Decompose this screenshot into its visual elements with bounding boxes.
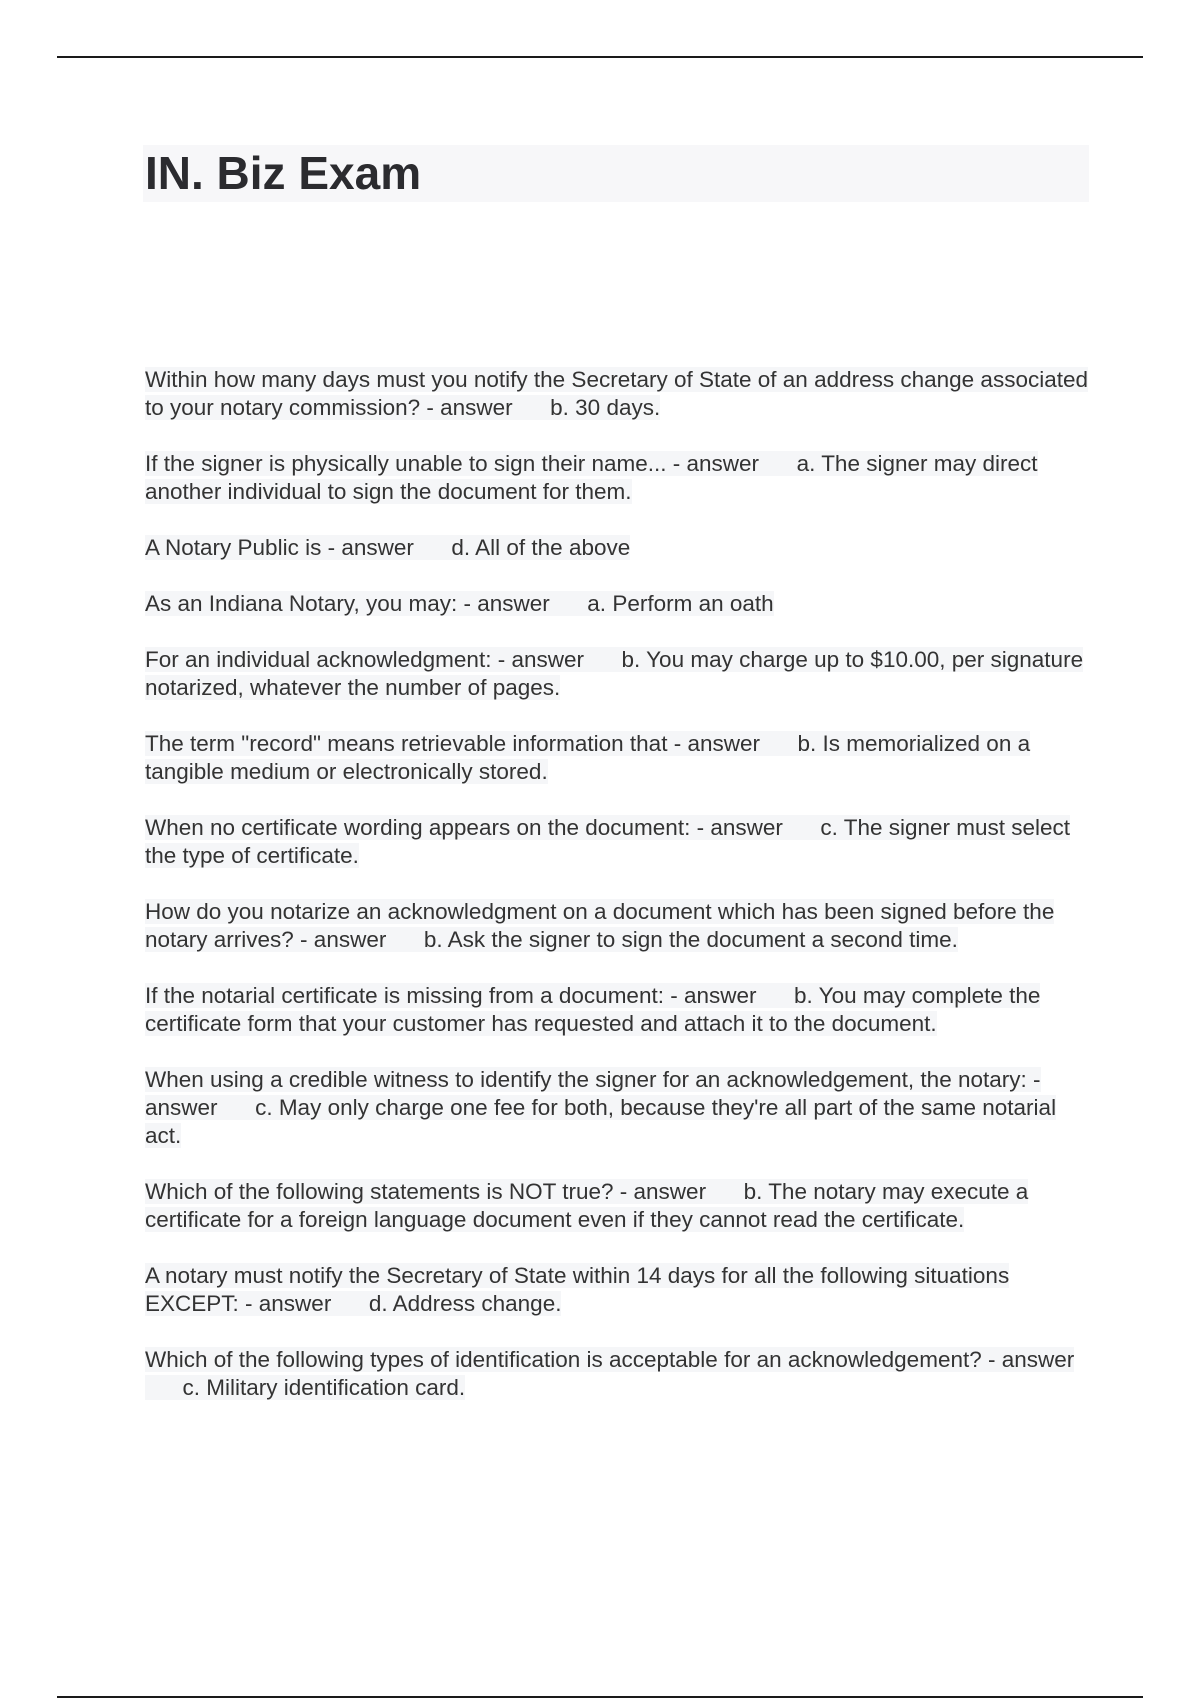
question-text: If the notarial certificate is missing from a document: - answer bbox=[145, 983, 757, 1008]
answer-text: b. You may complete the certificate form that your customer has requested and attach it to the document. bbox=[145, 983, 1041, 1036]
answer-text: d. All of the above bbox=[451, 535, 631, 560]
qa-item bbox=[145, 1066, 1095, 1150]
answer-text: b. 30 days. bbox=[550, 395, 661, 420]
answer-text: c. The signer must select the type of certificate. bbox=[145, 815, 1071, 868]
question-text: If the signer is physically unable to sign their name... - answer bbox=[145, 451, 760, 476]
qa-item bbox=[145, 590, 1095, 618]
question-text: Which of the following types of identification is acceptable for an acknowledgement? - answer bbox=[145, 1347, 1075, 1372]
document-title: IN. Biz Exam bbox=[145, 147, 422, 199]
qa-list bbox=[145, 366, 1095, 1430]
question-text: When no certificate wording appears on the document: - answer bbox=[145, 815, 783, 840]
qa-item bbox=[145, 1262, 1095, 1318]
question-text: As an Indiana Notary, you may: - answer bbox=[145, 591, 550, 616]
question-text: When using a credible witness to identify the signer for an acknowledgement, the notary: - answer bbox=[145, 1067, 1041, 1120]
top-rule bbox=[57, 56, 1143, 58]
question-text: Which of the following statements is NOT true? - answer bbox=[145, 1179, 707, 1204]
question-text: How do you notarize an acknowledgment on a document which has been signed before the notary arrives? - answer bbox=[145, 899, 1055, 952]
answer-text: a. Perform an oath bbox=[587, 591, 774, 616]
question-text: A Notary Public is - answer bbox=[145, 535, 414, 560]
question-text: A notary must notify the Secretary of State within 14 days for all the following situations EXCEPT: - answer bbox=[145, 1263, 1010, 1316]
qa-item bbox=[145, 898, 1095, 954]
qa-item bbox=[145, 646, 1095, 702]
qa-item bbox=[145, 534, 1095, 562]
answer-text: b. The notary may execute a certificate for a foreign language document even if they cannot read the certificate. bbox=[145, 1179, 1029, 1232]
answer-text: b. Is memorialized on a tangible medium or electronically stored. bbox=[145, 731, 1031, 784]
answer-text: a. The signer may direct another individual to sign the document for them. bbox=[145, 451, 1038, 504]
qa-item bbox=[145, 366, 1095, 422]
question-text: Within how many days must you notify the Secretary of State of an address change associated to your notary commission? - answer bbox=[145, 367, 1089, 420]
qa-item bbox=[145, 450, 1095, 506]
answer-text: c. Military identification card. bbox=[182, 1375, 466, 1400]
question-text: The term "record" means retrievable information that - answer bbox=[145, 731, 760, 756]
qa-item bbox=[145, 730, 1095, 786]
qa-item bbox=[145, 982, 1095, 1038]
answer-text: d. Address change. bbox=[368, 1291, 562, 1316]
question-text: For an individual acknowledgment: - answer bbox=[145, 647, 584, 672]
bottom-rule bbox=[57, 1696, 1143, 1698]
qa-item bbox=[145, 1346, 1095, 1402]
answer-text: b. Ask the signer to sign the document a second time. bbox=[423, 927, 958, 952]
answer-text: c. May only charge one fee for both, because they're all part of the same notarial act. bbox=[145, 1095, 1057, 1148]
qa-item bbox=[145, 814, 1095, 870]
answer-text: b. You may charge up to $10.00, per signature notarized, whatever the number of pages. bbox=[145, 647, 1084, 700]
qa-item bbox=[145, 1178, 1095, 1234]
